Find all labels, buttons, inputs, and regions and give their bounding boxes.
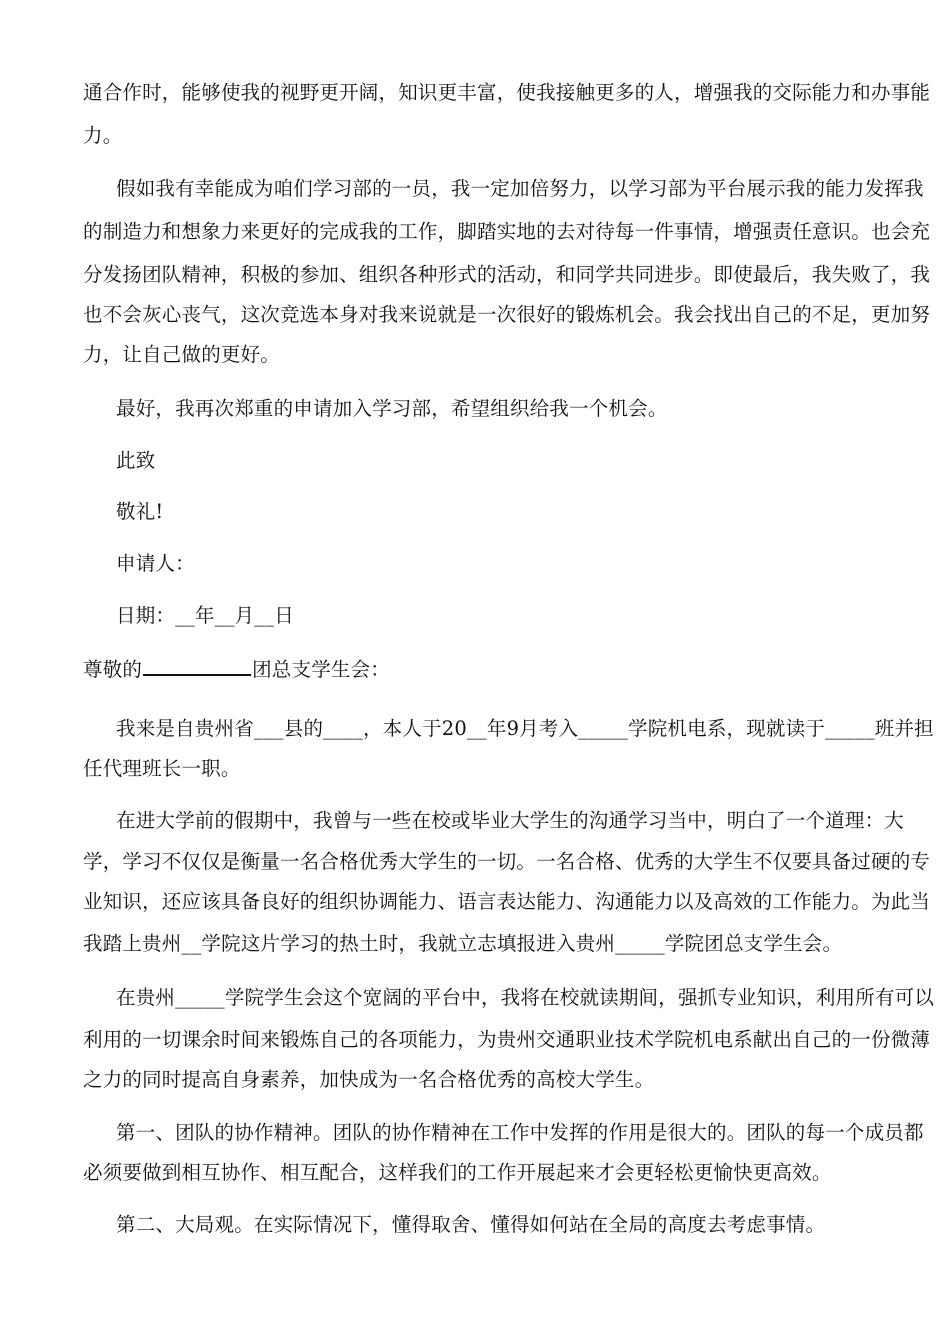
text-line: 学，学习不仅仅是衡量一名合格优秀大学生的一切。一名合格、优秀的大学生不仅要具备过硬的专 bbox=[83, 850, 931, 873]
text-line: 第一、团队的协作精神。团队的协作精神在工作中发挥的作用是很大的。团队的每一个成员都 bbox=[116, 1121, 924, 1144]
text-line: 业知识，还应该具备良好的组织协调能力、语言表达能力、沟通能力以及高效的工作能力。为此当 bbox=[83, 890, 931, 913]
text-line: 必须要做到相互协作、相互配合，这样我们的工作开展起来才会更轻松更愉快更高效。 bbox=[83, 1161, 832, 1184]
greeting-line bbox=[83, 656, 883, 683]
text-line: 在进大学前的假期中，我曾与一些在校或毕业大学生的沟通学习当中，明白了一个道理：大 bbox=[116, 809, 905, 832]
text-line: 最好，我再次郑重的申请加入学习部，希望组织给我一个机会。 bbox=[116, 397, 668, 420]
text-line: 力。 bbox=[83, 124, 123, 147]
blank-underline bbox=[143, 656, 251, 676]
text-line: 我踏上贵州__学院这片学习的热土时，我就立志填报进入贵州_____学院团总支学生会。 bbox=[83, 932, 843, 955]
text-line: 我来是自贵州省___县的____，本人于20__年9月考入_____学院机电系，现就读于_____班并担 bbox=[116, 717, 934, 740]
text-line: 任代理班长一职。 bbox=[83, 757, 241, 780]
text-line: 第二、大局观。在实际情况下，懂得取舍、懂得如何站在全局的高度去考虑事情。 bbox=[116, 1213, 826, 1236]
text-line: 在贵州_____学院学生会这个宽阔的平台中，我将在校就读期间，强抓专业知识，利用所有可以 bbox=[116, 986, 935, 1009]
text-line: 力，让自己做的更好。 bbox=[83, 343, 281, 366]
greeting-prefix: 尊敬的 bbox=[83, 658, 143, 681]
text-line: 假如我有幸能成为咱们学习部的一员，我一定加倍努力，以学习部为平台展示我的能力发挥我 bbox=[116, 177, 924, 200]
greeting-suffix: 团总支学生会： bbox=[252, 658, 391, 681]
text-line: 的制造力和想象力来更好的完成我的工作，脚踏实地的去对待每一件事情，增强责任意识。也会充 bbox=[83, 220, 931, 243]
salutation-line: 敬礼! bbox=[116, 500, 164, 523]
applicant-line: 申请人： bbox=[116, 552, 195, 575]
date-line: 日期：__年__月__日 bbox=[116, 604, 294, 627]
text-line: 通合作时，能够使我的视野更开阔，知识更丰富，使我接触更多的人，增强我的交际能力和办事能 bbox=[83, 81, 931, 104]
text-line: 也不会灰心丧气，这次竞选本身对我来说就是一次很好的锻炼机会。我会找出自己的不足，更加努 bbox=[83, 303, 931, 326]
text-line: 之力的同时提高自身素养，加快成为一名合格优秀的高校大学生。 bbox=[83, 1068, 655, 1091]
closing-line: 此致 bbox=[116, 449, 156, 472]
text-line: 分发扬团队精神，积极的参加、组织各种形式的活动，和同学共同进步。即使最后，我失败了，我 bbox=[83, 263, 931, 286]
text-line: 利用的一切课余时间来锻炼自己的各项能力，为贵州交通职业技术学院机电系献出自己的一份微薄 bbox=[83, 1028, 931, 1051]
